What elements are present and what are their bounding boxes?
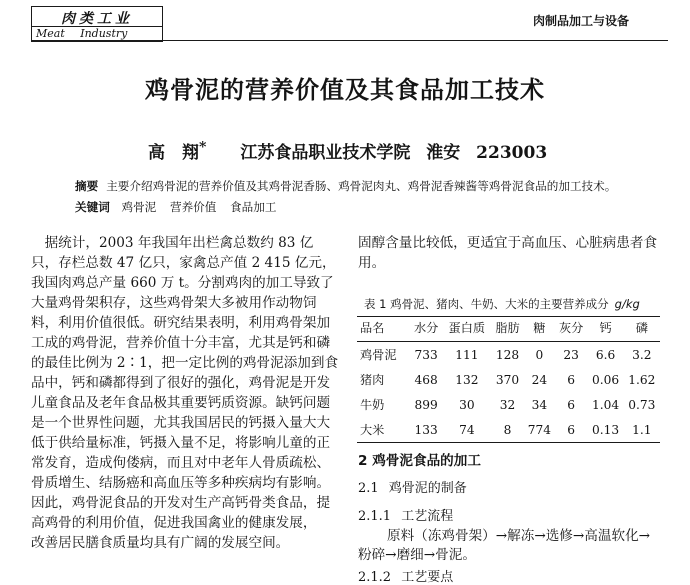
keyword: 营养价值 <box>169 200 217 214</box>
author-city: 淮安 <box>426 143 461 163</box>
header-rule <box>31 40 668 41</box>
journal-logo-english: Meat Industry <box>36 27 128 40</box>
table-cell: 鸡骨泥 <box>360 348 397 362</box>
nutrition-table <box>357 316 660 443</box>
body-line: 是一个世界性问题，尤其我国居民的钙摄入量大大 <box>31 415 331 431</box>
section-heading: 2 鸡骨泥食品的加工 <box>358 453 481 469</box>
table-cell: 0 <box>535 347 544 362</box>
table-cell: 8 <box>491 417 524 443</box>
table-cell: 32 <box>499 397 516 412</box>
sub-subsection-heading: 2.1.1 工艺流程 <box>358 509 454 524</box>
table-cell: 6 <box>567 397 576 412</box>
table-cell: 23 <box>563 347 579 362</box>
abstract-label: 摘要 <box>75 179 99 193</box>
body-line: 常发育，造成佝偻病，而且对中老年人骨质疏松、 <box>31 455 331 471</box>
column-header: 品名 <box>357 317 410 342</box>
table-cell: 牛奶 <box>360 398 385 412</box>
table-cell: 大米 <box>357 417 410 443</box>
author-affiliation: 江苏食品职业技术学院 <box>240 143 411 163</box>
keywords-label: 关键词 <box>75 200 110 214</box>
keyword: 食品加工 <box>230 200 277 214</box>
table-cell: 1.62 <box>628 372 656 387</box>
table-cell: 468 <box>414 372 438 387</box>
author-name: 高 翔 <box>148 143 199 163</box>
table-cell: 0.73 <box>628 397 656 412</box>
table-cell: 1.1 <box>624 417 660 443</box>
body-line: 工成的鸡骨泥，营养价值十分丰富，尤其是钙和磷 <box>31 335 331 351</box>
body-line: 改善居民膳食质量均具有广阔的发展空间。 <box>31 535 290 551</box>
column-header: 钙 <box>587 317 623 342</box>
keywords <box>75 199 286 215</box>
table-cell: 1.04 <box>592 397 620 412</box>
table-cell: 128 <box>495 347 520 362</box>
table-caption-text: 表 1 鸡骨泥、猪肉、牛奶、大米的主要营养成分 <box>364 297 609 311</box>
column-header: 水分 <box>410 317 443 342</box>
table-unit: g/kg <box>614 297 640 311</box>
table-cell: 733 <box>414 347 438 362</box>
table-caption <box>364 296 640 312</box>
body-line: 大量鸡骨架积存，这些鸡骨架大多被用作动物饲 <box>31 295 317 311</box>
column-header: 糖 <box>524 317 555 342</box>
table-cell: 6 <box>567 372 576 387</box>
column-header: 脂肪 <box>491 317 524 342</box>
table-row <box>357 367 660 392</box>
subsection-heading: 2.1 鸡骨泥的制备 <box>358 481 467 496</box>
body-line: 料，利用价值很低。研究结果表明，利用鸡骨架加 <box>31 315 331 331</box>
body-line: 我国肉鸡总产量 660 万 t。分割鸡肉的加工导致了 <box>31 275 334 291</box>
body-line: 据统计，2003 年我国年出栏禽总数约 83 亿 <box>31 235 314 251</box>
column-header: 磷 <box>624 317 660 342</box>
table-row <box>357 417 660 443</box>
body-line: 低于供给量标准，钙摄入量不足，将影响儿童的正 <box>31 435 331 451</box>
process-flow-line: 原料（冻鸡骨架）→解冻→选修→高温软化→ <box>387 528 651 544</box>
table-cell: 0.06 <box>592 372 620 387</box>
table-cell: 133 <box>410 417 443 443</box>
table-cell: 74 <box>442 417 491 443</box>
table-cell: 猪肉 <box>360 373 385 387</box>
table-cell: 370 <box>495 372 520 387</box>
body-line: 高鸡骨的利用价值，促进我国禽业的健康发展， <box>31 515 317 531</box>
body-line: 儿童食品及老年食品极其重要钙质资源。缺钙问题 <box>31 395 331 411</box>
keyword: 鸡骨泥 <box>121 200 157 214</box>
process-flow-line: 粉碎→磨细→骨泥。 <box>358 547 476 563</box>
column-header: 蛋白质 <box>442 317 491 342</box>
body-line: 固醇含量比较低，更适宜于高血压、心脏病患者食 <box>358 235 658 251</box>
table-cell: 30 <box>459 397 475 412</box>
table-cell: 6.6 <box>595 347 616 362</box>
journal-logo-chinese: 肉类工业 <box>61 11 133 27</box>
table-cell: 3.2 <box>632 347 652 362</box>
table-cell: 111 <box>455 347 479 362</box>
author-marker: * <box>199 139 207 156</box>
body-line: 只，存栏总数 47 亿只，家禽总产值 2 415 亿元， <box>31 255 336 271</box>
body-line: 的最佳比例为 2∶1，把一定比例的鸡骨泥添加到食 <box>31 355 339 371</box>
table-cell: 6 <box>555 417 588 443</box>
body-line: 因此，鸡骨泥食品的开发对生产高钙骨类食品，提 <box>31 495 331 511</box>
section-label: 肉制品加工与设备 <box>533 14 630 28</box>
table-cell: 899 <box>414 397 438 412</box>
column-header: 灰分 <box>555 317 588 342</box>
author-postcode: 223003 <box>476 143 548 163</box>
table-cell: 0.13 <box>587 417 623 443</box>
table-cell: 774 <box>524 417 555 443</box>
table-cell: 34 <box>531 397 548 412</box>
table-header-row <box>357 317 660 342</box>
abstract-text: 主要介绍鸡骨泥的营养价值及其鸡骨泥香肠、鸡骨泥肉丸、鸡骨泥香辣酱等鸡骨泥食品的加工技术。 <box>106 179 617 193</box>
abstract <box>75 178 616 194</box>
sub-subsection-heading: 2.1.2 工艺要点 <box>358 570 454 585</box>
table-row <box>357 342 660 368</box>
table-row <box>357 392 660 417</box>
table-cell: 24 <box>531 372 548 387</box>
body-line: 用。 <box>358 255 386 271</box>
journal-logo <box>31 6 163 42</box>
body-line: 骨质增生、结肠癌和高血压等多种疾病均有影响。 <box>31 475 331 491</box>
body-line: 品中，钙和磷都得到了很好的强化，鸡骨泥是开发 <box>31 375 331 391</box>
byline <box>148 138 547 163</box>
table-cell: 132 <box>455 372 479 387</box>
article-title: 鸡骨泥的营养价值及其食品加工技术 <box>145 76 545 104</box>
